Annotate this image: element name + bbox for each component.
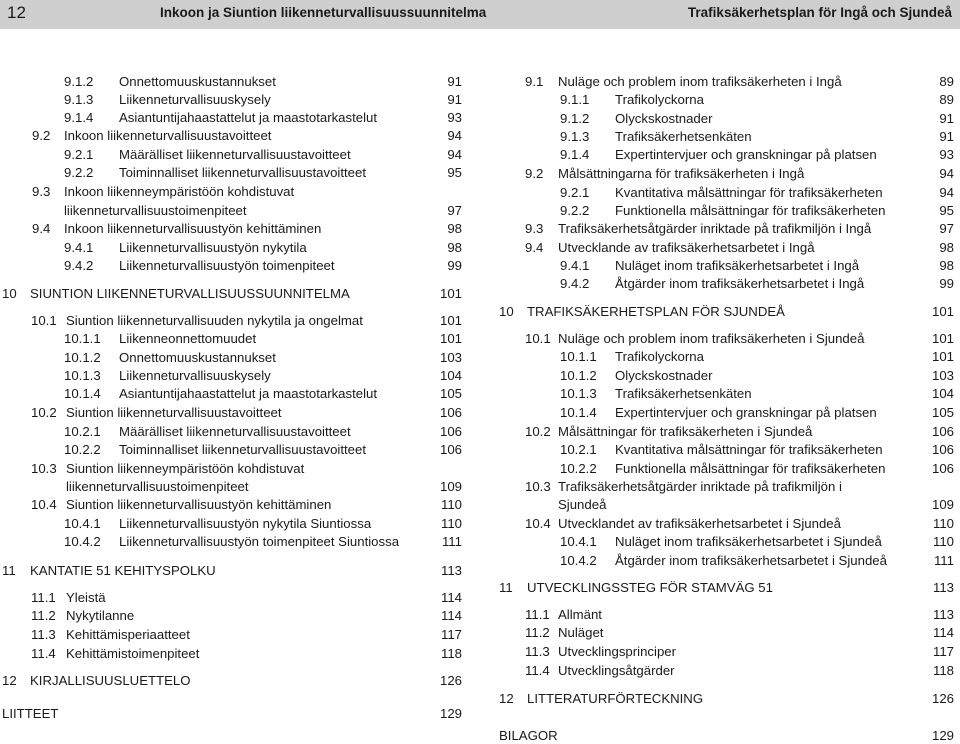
toc-entry-page: 113 bbox=[440, 563, 462, 578]
toc-entry-title: Liikenneturvallisuustyön toimenpiteet bbox=[119, 258, 335, 273]
toc-entry-title: Funktionella målsättningar för trafiksäkerheten bbox=[615, 461, 886, 476]
toc-entry-page: 129 bbox=[439, 706, 462, 721]
toc-entry-number: 9.2.1 bbox=[64, 147, 94, 162]
toc-entry-page: 97 bbox=[939, 221, 954, 236]
toc-entry-page: 94 bbox=[939, 185, 954, 200]
toc-entry[interactable] bbox=[560, 203, 954, 219]
toc-entry[interactable] bbox=[2, 673, 462, 689]
toc-entry-number: 10.2.2 bbox=[560, 461, 597, 476]
toc-entry[interactable] bbox=[31, 497, 462, 513]
toc-entry-page: 129 bbox=[931, 728, 954, 743]
toc-entry-page: 113 bbox=[932, 607, 954, 622]
toc-entry[interactable] bbox=[525, 240, 954, 256]
toc-entry-number: 9.3 bbox=[525, 221, 544, 236]
toc-entry-title: LIITTEET bbox=[2, 706, 59, 721]
toc-entry-number: 10.1.2 bbox=[560, 368, 597, 383]
toc-entry-title: Allmänt bbox=[558, 607, 602, 622]
toc-entry-title: Siuntion liikenneturvallisuustavoitteet bbox=[66, 405, 282, 420]
toc-entry-page: 98 bbox=[447, 240, 462, 255]
toc-entry[interactable] bbox=[525, 331, 954, 347]
toc-entry-number: 10 bbox=[2, 286, 17, 301]
toc-entry-number: 10.1 bbox=[31, 313, 57, 328]
toc-entry-title: Målsättningarna för trafiksäkerheten i Ingå bbox=[558, 166, 805, 181]
toc-entry-title: Inkoon liikenneturvallisuustyön kehittäminen bbox=[64, 221, 322, 236]
page-number: 12 bbox=[7, 3, 26, 22]
toc-entry-number: 10.1.1 bbox=[560, 349, 597, 364]
toc-entry-number: 10.4 bbox=[31, 497, 57, 512]
toc-entry-number: 10.1 bbox=[525, 331, 551, 346]
toc-entry-page: 104 bbox=[931, 386, 954, 401]
toc-entry[interactable] bbox=[64, 368, 462, 384]
toc-entry-page: 106 bbox=[931, 461, 954, 476]
toc-entry[interactable] bbox=[560, 129, 954, 145]
toc-entry[interactable] bbox=[64, 240, 462, 256]
toc-entry-title: Määrälliset liikenneturvallisuustavoitteet bbox=[119, 424, 351, 439]
toc-entry-title: Määrälliset liikenneturvallisuustavoitteet bbox=[119, 147, 351, 162]
toc-entry-title: Onnettomuuskustannukset bbox=[119, 74, 276, 89]
toc-entry-title: UTVECKLINGSSTEG FÖR STAMVÄG 51 bbox=[527, 580, 773, 595]
toc-entry[interactable] bbox=[64, 424, 462, 440]
toc-entry-number: 9.1.1 bbox=[560, 92, 590, 107]
toc-entry-page: 99 bbox=[447, 258, 462, 273]
toc-entry-title: Nuläge och problem inom trafiksäkerheten i Ingå bbox=[558, 74, 842, 89]
toc-entry[interactable] bbox=[31, 590, 462, 606]
toc-entry-page: 101 bbox=[931, 304, 954, 319]
toc-entry-number: 11.4 bbox=[525, 663, 550, 678]
toc-entry-number: 10.4.1 bbox=[64, 516, 101, 531]
toc-entry-number: 10.2.1 bbox=[560, 442, 597, 457]
toc-entry-number: 9.2 bbox=[525, 166, 544, 181]
toc-entry-number: 10.1.4 bbox=[64, 386, 101, 401]
toc-entry[interactable] bbox=[525, 424, 954, 440]
toc-entry[interactable] bbox=[525, 644, 954, 660]
toc-entry-page: 111 bbox=[441, 534, 462, 549]
toc-entry-number: 9.2.2 bbox=[560, 203, 590, 218]
toc-entry-number: 9.1.2 bbox=[64, 74, 94, 89]
toc-entry-title: Onnettomuuskustannukset bbox=[119, 350, 276, 365]
toc-entry[interactable] bbox=[64, 110, 462, 126]
toc-entry-page: 91 bbox=[939, 129, 954, 144]
toc-entry[interactable] bbox=[525, 221, 954, 237]
toc-entry-title: Liikenneturvallisuuskysely bbox=[119, 92, 271, 107]
toc-entry-number: 12 bbox=[2, 673, 17, 688]
toc-entry[interactable] bbox=[31, 646, 462, 662]
toc-entry-title: liikenneturvallisuustoimenpiteet bbox=[64, 203, 247, 218]
toc-entry-number: 11 bbox=[499, 580, 513, 595]
toc-entry[interactable] bbox=[560, 258, 954, 274]
toc-entry-number: 11.2 bbox=[525, 625, 550, 640]
toc-entry-number: 9.1 bbox=[525, 74, 544, 89]
toc-entry[interactable] bbox=[32, 203, 462, 219]
toc-entry-title: Trafikolyckorna bbox=[615, 92, 704, 107]
toc-entry[interactable] bbox=[560, 405, 954, 421]
toc-entry-number: 10.1.2 bbox=[64, 350, 101, 365]
toc-entry-number: 9.2 bbox=[32, 128, 51, 143]
toc-entry-title: SIUNTION LIIKENNETURVALLISUUSSUUNNITELMA bbox=[30, 286, 350, 301]
toc-entry-number: 10.1.3 bbox=[64, 368, 101, 383]
toc-entry[interactable] bbox=[560, 185, 954, 201]
toc-entry-number: 9.4.2 bbox=[64, 258, 94, 273]
toc-entry-title: Åtgärder inom trafiksäkerhetsarbetet i Ingå bbox=[615, 276, 865, 291]
toc-entry-title: Nuläge och problem inom trafiksäkerheten i Sjundeå bbox=[558, 331, 865, 346]
toc-entry-number: 11.1 bbox=[525, 607, 550, 622]
toc-entry-number: 9.4.1 bbox=[560, 258, 590, 273]
toc-entry-page: 106 bbox=[439, 405, 462, 420]
toc-entry-page: 98 bbox=[939, 240, 954, 255]
toc-entry-page: 110 bbox=[440, 497, 462, 512]
toc-entry-page: 97 bbox=[447, 203, 462, 218]
toc-entry-page: 104 bbox=[439, 368, 462, 383]
toc-entry-number: 9.1.4 bbox=[560, 147, 590, 162]
toc-entry-number: 10.4.2 bbox=[64, 534, 101, 549]
toc-entry-page: 95 bbox=[447, 165, 462, 180]
toc-entry[interactable] bbox=[64, 147, 462, 163]
toc-entry-page: 114 bbox=[932, 625, 954, 640]
toc-entry-title: LITTERATURFÖRTECKNING bbox=[527, 691, 704, 706]
toc-entry-title: Siuntion liikenneturvallisuuden nykytila ja ongelmat bbox=[66, 313, 363, 328]
toc-entry[interactable] bbox=[64, 165, 462, 181]
toc-entry-number: 10.1.3 bbox=[560, 386, 597, 401]
toc-entry-title: TRAFIKSÄKERHETSPLAN FÖR SJUNDEÅ bbox=[527, 304, 785, 319]
toc-entry-page: 91 bbox=[447, 92, 462, 107]
toc-entry[interactable] bbox=[560, 111, 954, 127]
toc-entry[interactable] bbox=[31, 608, 462, 624]
toc-entry[interactable] bbox=[560, 276, 954, 292]
toc-entry[interactable] bbox=[499, 497, 954, 513]
toc-entry-title: Åtgärder inom trafiksäkerhetsarbetet i Sjundeå bbox=[615, 553, 887, 568]
toc-entry[interactable] bbox=[31, 627, 462, 643]
toc-entry-number: 9.1.3 bbox=[560, 129, 590, 144]
toc-entry-title: Inkoon liikenneturvallisuustavoitteet bbox=[64, 128, 272, 143]
toc-entry[interactable] bbox=[31, 461, 462, 477]
toc-entry-title: Kvantitativa målsättningar för trafiksäkerheten bbox=[615, 442, 883, 457]
toc-entry[interactable] bbox=[64, 92, 462, 108]
toc-entry-page: 110 bbox=[932, 516, 954, 531]
toc-entry-number: 11.3 bbox=[31, 627, 56, 642]
toc-entry-page: 109 bbox=[439, 479, 462, 494]
toc-entry-page: 111 bbox=[933, 553, 954, 568]
toc-entry[interactable] bbox=[64, 331, 462, 347]
toc-entry[interactable] bbox=[525, 74, 954, 90]
toc-entry-title: Olyckskostnader bbox=[615, 368, 713, 383]
toc-entry-page: 110 bbox=[932, 534, 954, 549]
toc-entry[interactable] bbox=[560, 368, 954, 384]
toc-entry[interactable] bbox=[560, 386, 954, 402]
toc-entry[interactable] bbox=[525, 607, 954, 623]
toc-entry-page: 118 bbox=[932, 663, 954, 678]
toc-entry-title: Utvecklingsprinciper bbox=[558, 644, 676, 659]
toc-entry-title: liikenneturvallisuustoimenpiteet bbox=[66, 479, 249, 494]
toc-entry-title: Siuntion liikenneympäristöön kohdistuvat bbox=[66, 461, 305, 476]
toc-entry-page: 95 bbox=[939, 203, 954, 218]
toc-entry[interactable] bbox=[560, 92, 954, 108]
toc-entry-number: 10.1.4 bbox=[560, 405, 597, 420]
toc-entry[interactable] bbox=[64, 386, 462, 402]
toc-entry-title: Funktionella målsättningar för trafiksäkerheten bbox=[615, 203, 886, 218]
toc-entry-title: Expertintervjuer och granskningar på platsen bbox=[615, 147, 877, 162]
toc-entry-title: Trafikolyckorna bbox=[615, 349, 704, 364]
toc-entry-title: Liikenneturvallisuuskysely bbox=[119, 368, 271, 383]
toc-entry-title: Asiantuntijahaastattelut ja maastotarkastelut bbox=[119, 386, 378, 401]
toc-entry[interactable] bbox=[560, 553, 954, 569]
toc-entry-title: Asiantuntijahaastattelut ja maastotarkastelut bbox=[119, 110, 378, 125]
toc-entry-number: 11.4 bbox=[31, 646, 56, 661]
toc-entry-number: 10.2.1 bbox=[64, 424, 101, 439]
toc-entry[interactable] bbox=[499, 580, 954, 596]
toc-entry-page: 126 bbox=[931, 691, 954, 706]
toc-entry-page: 106 bbox=[439, 424, 462, 439]
toc-entry[interactable] bbox=[32, 184, 462, 200]
toc-entry-page: 105 bbox=[439, 386, 462, 401]
toc-entry-title: Liikenneturvallisuustyön nykytila bbox=[119, 240, 307, 255]
toc-entry[interactable] bbox=[31, 479, 462, 495]
toc-entry-number: 10.4.2 bbox=[560, 553, 597, 568]
toc-entry-page: 109 bbox=[931, 497, 954, 512]
toc-entry-title: Toiminnalliset liikenneturvallisuustavoitteet bbox=[119, 165, 367, 180]
toc-entry-number: 10.2 bbox=[31, 405, 57, 420]
toc-entry-title: Olyckskostnader bbox=[615, 111, 713, 126]
toc-entry[interactable] bbox=[64, 258, 462, 274]
toc-entry-title: Trafiksäkerhetsåtgärder inriktade på trafikmiljön i bbox=[558, 479, 842, 494]
toc-entry[interactable] bbox=[499, 691, 954, 707]
toc-entry-page: 93 bbox=[939, 147, 954, 162]
toc-entry-page: 91 bbox=[447, 74, 462, 89]
toc-entry-number: 11.3 bbox=[525, 644, 550, 659]
toc-entry[interactable] bbox=[525, 663, 954, 679]
toc-entry-number: 10.4.1 bbox=[560, 534, 597, 549]
header-title-finnish: Inkoon ja Siuntion liikenneturvallisuussuunnitelma bbox=[160, 5, 487, 20]
toc-entry-number: 11.2 bbox=[31, 608, 56, 623]
toc-entry-page: 113 bbox=[932, 580, 954, 595]
toc-entry-title: Liikenneturvallisuustyön nykytila Siuntiossa bbox=[119, 516, 372, 531]
toc-entry[interactable] bbox=[525, 479, 954, 495]
toc-entry[interactable] bbox=[64, 516, 462, 532]
toc-entry-page: 89 bbox=[939, 74, 954, 89]
toc-entry-title: Nuläget bbox=[558, 625, 604, 640]
toc-entry-page: 89 bbox=[939, 92, 954, 107]
toc-entry-page: 98 bbox=[939, 258, 954, 273]
toc-entry-title: Inkoon liikenneympäristöön kohdistuvat bbox=[64, 184, 295, 199]
toc-entry-number: 10 bbox=[499, 304, 514, 319]
toc-entry-page: 101 bbox=[439, 331, 462, 346]
toc-entry-number: 10.3 bbox=[525, 479, 551, 494]
toc-entry-title: Trafiksäkerhetsåtgärder inriktade på trafikmiljön i Ingå bbox=[558, 221, 872, 236]
toc-entry-number: 9.4 bbox=[32, 221, 51, 236]
toc-entry-title: Toiminnalliset liikenneturvallisuustavoitteet bbox=[119, 442, 367, 457]
toc-entry-title: Kvantitativa målsättningar för trafiksäkerheten bbox=[615, 185, 883, 200]
toc-entry[interactable] bbox=[32, 221, 462, 237]
toc-entry-page: 93 bbox=[447, 110, 462, 125]
toc-entry-number: 9.2.2 bbox=[64, 165, 94, 180]
toc-entry-page: 118 bbox=[440, 646, 462, 661]
toc-entry-page: 106 bbox=[931, 424, 954, 439]
toc-entry[interactable] bbox=[64, 534, 462, 550]
toc-entry-page: 94 bbox=[939, 166, 954, 181]
toc-entry-number: 9.4 bbox=[525, 240, 544, 255]
toc-entry-title: Kehittämisperiaatteet bbox=[66, 627, 190, 642]
toc-entry-page: 114 bbox=[440, 608, 462, 623]
toc-entry-page: 106 bbox=[439, 442, 462, 457]
toc-entry[interactable] bbox=[560, 442, 954, 458]
toc-entry-number: 9.1.4 bbox=[64, 110, 94, 125]
toc-entry[interactable] bbox=[499, 728, 954, 744]
toc-entry-page: 103 bbox=[931, 368, 954, 383]
toc-entry-title: BILAGOR bbox=[499, 728, 558, 743]
toc-entry-number: 10.2 bbox=[525, 424, 551, 439]
toc-entry-title: Målsättningar för trafiksäkerheten i Sjundeå bbox=[558, 424, 813, 439]
toc-entry-page: 91 bbox=[939, 111, 954, 126]
toc-entry[interactable] bbox=[560, 534, 954, 550]
toc-entry-number: 9.4.2 bbox=[560, 276, 590, 291]
toc-entry[interactable] bbox=[2, 563, 462, 579]
toc-entry[interactable] bbox=[64, 442, 462, 458]
toc-entry-page: 117 bbox=[440, 627, 462, 642]
toc-entry-title: Utvecklandet av trafiksäkerhetsarbetet i Sjundeå bbox=[558, 516, 841, 531]
toc-entry-title: Liikenneturvallisuustyön toimenpiteet Siuntiossa bbox=[119, 534, 400, 549]
toc-entry-title: Liikenneonnettomuudet bbox=[119, 331, 257, 346]
toc-entry[interactable] bbox=[31, 405, 462, 421]
toc-entry-page: 103 bbox=[439, 350, 462, 365]
toc-entry-number: 11 bbox=[2, 563, 16, 578]
toc-entry-page: 101 bbox=[931, 349, 954, 364]
toc-entry[interactable] bbox=[525, 625, 954, 641]
toc-entry-title: Kehittämistoimenpiteet bbox=[66, 646, 200, 661]
toc-entry[interactable] bbox=[560, 349, 954, 365]
toc-entry-page: 99 bbox=[939, 276, 954, 291]
toc-entry-title: Sjundeå bbox=[558, 497, 607, 512]
toc-entry-page: 101 bbox=[931, 331, 954, 346]
toc-entry-page: 101 bbox=[439, 286, 462, 301]
toc-entry-page: 110 bbox=[440, 516, 462, 531]
toc-entry-title: Nuläget inom trafiksäkerhetsarbetet i Sjundeå bbox=[615, 534, 882, 549]
toc-entry-number: 12 bbox=[499, 691, 514, 706]
toc-entry-title: Trafiksäkerhetsenkäten bbox=[615, 129, 752, 144]
toc-entry-number: 10.4 bbox=[525, 516, 551, 531]
toc-entry-number: 9.1.3 bbox=[64, 92, 94, 107]
toc-entry-title: KIRJALLISUUSLUETTELO bbox=[30, 673, 191, 688]
toc-entry-title: Expertintervjuer och granskningar på platsen bbox=[615, 405, 877, 420]
toc-entry[interactable] bbox=[64, 350, 462, 366]
toc-entry-page: 105 bbox=[931, 405, 954, 420]
toc-entry-number: 10.1.1 bbox=[64, 331, 101, 346]
toc-entry-page: 117 bbox=[932, 644, 954, 659]
toc-entry-page: 98 bbox=[447, 221, 462, 236]
toc-entry[interactable] bbox=[525, 166, 954, 182]
toc-entry-page: 94 bbox=[447, 147, 462, 162]
header-title-swedish: Trafiksäkerhetsplan för Ingå och Sjundeå bbox=[687, 5, 952, 20]
toc-entry-number: 9.2.1 bbox=[560, 185, 590, 200]
toc-entry-title: KANTATIE 51 KEHITYSPOLKU bbox=[30, 563, 216, 578]
page-header bbox=[0, 0, 960, 29]
toc-entry-page: 94 bbox=[447, 128, 462, 143]
toc-entry-title: Nykytilanne bbox=[66, 608, 135, 623]
toc-entry-page: 126 bbox=[439, 673, 462, 688]
toc-entry-number: 9.1.2 bbox=[560, 111, 590, 126]
toc-entry-number: 9.3 bbox=[32, 184, 51, 199]
toc-entry[interactable] bbox=[525, 516, 954, 532]
toc-entry-title: Utvecklingsåtgärder bbox=[558, 663, 675, 678]
toc-entry[interactable] bbox=[2, 706, 462, 722]
toc-entry[interactable] bbox=[499, 304, 954, 320]
toc-entry[interactable] bbox=[31, 313, 462, 329]
toc-entry-page: 106 bbox=[931, 442, 954, 457]
toc-entry-title: Utvecklande av trafiksäkerhetsarbetet i Ingå bbox=[558, 240, 815, 255]
toc-entry[interactable] bbox=[32, 128, 462, 144]
toc-entry[interactable] bbox=[560, 147, 954, 163]
toc-entry-number: 10.3 bbox=[31, 461, 57, 476]
toc-entry-title: Nuläget inom trafiksäkerhetsarbetet i Ingå bbox=[615, 258, 860, 273]
toc-entry[interactable] bbox=[2, 286, 462, 302]
toc-entry-number: 11.1 bbox=[31, 590, 56, 605]
toc-entry-page: 114 bbox=[440, 590, 462, 605]
toc-entry-title: Trafiksäkerhetsenkäten bbox=[615, 386, 752, 401]
toc-entry-page: 101 bbox=[439, 313, 462, 328]
toc-entry-title: Siuntion liikenneturvallisuustyön kehittäminen bbox=[66, 497, 332, 512]
toc-entry[interactable] bbox=[64, 74, 462, 90]
toc-entry-number: 10.2.2 bbox=[64, 442, 101, 457]
toc-entry-number: 9.4.1 bbox=[64, 240, 94, 255]
toc-entry-title: Yleistä bbox=[66, 590, 106, 605]
toc-entry[interactable] bbox=[560, 461, 954, 477]
